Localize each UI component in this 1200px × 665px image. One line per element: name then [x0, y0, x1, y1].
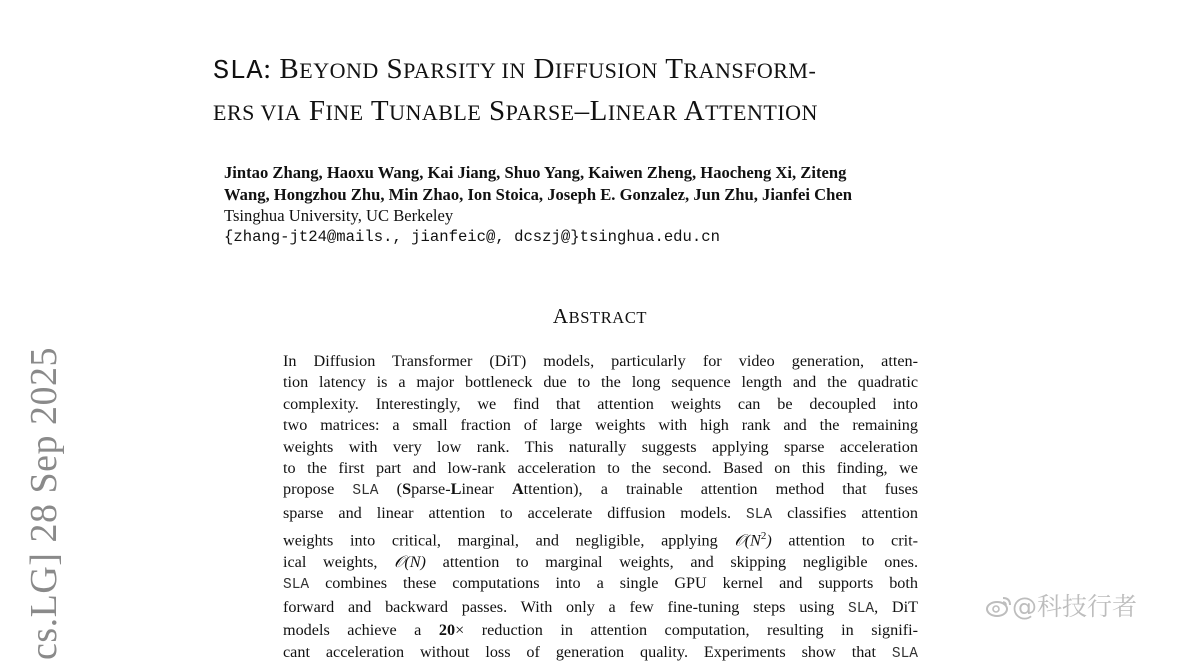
abstract-line: weights with very low rank. This naturally suggests applying sparse acceleration — [283, 437, 918, 456]
abstract-line: ical weights, 𝒪(N) attention to marginal weights, and skipping negligible ones. — [283, 553, 918, 572]
sla-mono: SLA — [352, 483, 379, 500]
title-line-1: SLA: BEYOND SPARSITY IN DIFFUSION TRANSFORM- — [213, 53, 817, 87]
sla-mono: SLA — [283, 577, 310, 594]
affiliation: Tsinghua University, UC Berkeley — [224, 206, 454, 225]
author-block — [224, 162, 984, 248]
sla-mono: SLA — [746, 506, 773, 523]
author-line-2: Wang, Hongzhou Zhu, Min Zhao, Ion Stoica, Joseph E. Gonzalez, Jun Zhu, Jianfei Chen — [224, 184, 852, 204]
sla-mono: SLA — [848, 600, 875, 617]
abstract-line: propose SLA (Sparse-Linear Attention), a trainable attention method that fuses — [283, 480, 919, 500]
math-expr: 𝒪(N — [734, 531, 761, 550]
abstract-line: weights into critical, marginal, and negligible, applying $𝒪(N^2)$ attention to crit- — [283, 530, 918, 550]
paper-title — [213, 50, 1003, 132]
abstract-body — [283, 351, 918, 665]
author-names — [224, 162, 984, 205]
watermark-text: @科技行者 — [1012, 592, 1138, 621]
abstract-line: sparse and linear attention to accelerate diffusion models. SLA classifies attention — [283, 503, 918, 523]
watermark — [986, 587, 1137, 623]
abstract-line: forward and backward passes. With only a few fine-tuning steps using SLA, DiT — [283, 597, 918, 617]
title-sla: SLA — [213, 57, 264, 87]
abstract-line: two matrices: a small fraction of large weights with high rank and the remaining — [283, 416, 918, 435]
abstract-line: cant acceleration without loss of generation quality. Experiments show that SLA — [283, 642, 918, 662]
title-line-2: ERS VIA FINE TUNABLE SPARSE–LINEAR ATTENTION — [213, 95, 818, 127]
abstract-line: complexity. Interestingly, we find that attention weights can be decoupled into — [283, 394, 918, 413]
author-line-1: Jintao Zhang, Haoxu Wang, Kai Jiang, Shuo Yang, Kaiwen Zheng, Haocheng Xi, Ziteng — [224, 163, 847, 182]
arxiv-stamp: cs.LG] 28 Sep 2025 — [23, 347, 65, 660]
abstract-line: In Diffusion Transformer (DiT) models, particularly for video generation, atten- — [283, 352, 918, 370]
math-expr: 𝒪(N) — [394, 553, 426, 572]
abstract-line: tion latency is a major bottleneck due to the long sequence length and the quadratic — [283, 373, 918, 392]
sla-mono: SLA — [891, 645, 918, 662]
author-emails: {zhang-jt24@mails., jianfeic@, dcszj@}tsinghua.edu.cn — [224, 227, 720, 246]
weibo-icon — [986, 594, 1012, 616]
abstract-heading: ABSTRACT — [552, 304, 648, 328]
abstract-line: to the first part and low-rank acceleration to the second. Based on this finding, we — [283, 459, 918, 478]
abstract-line: models achieve a 20× reduction in attention computation, resulting in signifi- — [283, 621, 918, 640]
abstract-line: SLA combines these computations into a single GPU kernel and supports both — [283, 574, 918, 594]
